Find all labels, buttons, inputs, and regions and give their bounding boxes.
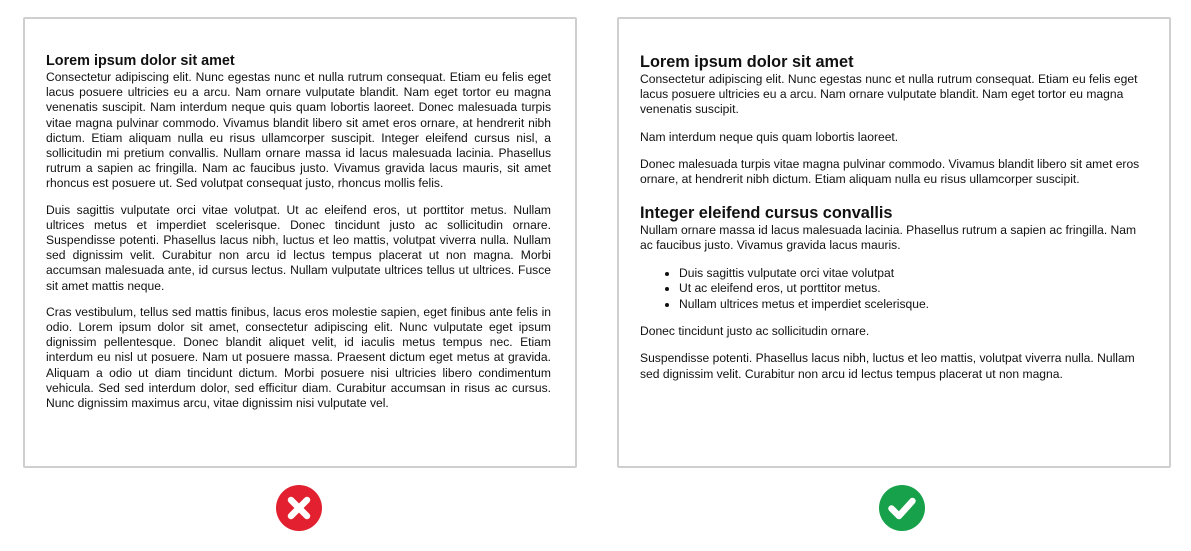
bad-example-paragraph: Duis sagittis vulputate orci vitae volutpat. Ut ac eleifend eros, ut porttitor metus. Nullam ultrices metus et imperdiet scelerisque. Donec tincidunt justo ac sollicitudin ornare. Suspendisse potenti. Phasellus lacus nibh, luctus et leo mattis, volutpat viverra nulla. Nullam sed dignissim velit. Curabitur non arcu id lectus tempus placerat ut non magna. Morbi accumsan malesuada ante, id cursus lectus. Nullam vulputate ultrices tellus ut ultrices. Fusce sit amet mattis neque. bbox=[46, 202, 551, 293]
cross-icon bbox=[276, 485, 322, 531]
good-example-panel bbox=[617, 17, 1171, 468]
good-example-subheading: Integer eleifend cursus convallis bbox=[640, 204, 893, 223]
bullet-item: • Ut ac eleifend eros, ut porttitor metus. bbox=[679, 281, 1143, 297]
good-example-heading: Lorem ipsum dolor sit amet bbox=[640, 53, 854, 71]
bullet-item: • Nullam ultrices metus et imperdiet scelerisque. bbox=[679, 297, 1143, 313]
bad-example-content bbox=[46, 53, 551, 422]
bullet-item: • Duis sagittis vulputate orci vitae volutpat bbox=[679, 266, 1143, 282]
bad-example-paragraph: Consectetur adipiscing elit. Nunc egestas nunc et nulla rutrum consequat. Etiam eu felis eget lacus posuere ultricies eu a arcu. Nam ornare vulputate blandit. Nam eget tortor eu magna venenatis suscipit. Nam interdum neque quis quam lobortis laoreet. Donec malesuada turpis vitae magna pulvinar commodo. Vivamus blandit libero sit amet eros ornare, at hendrerit nibh dictum. Etiam aliquam nulla eu risus ullamcorper suscipit. Integer eleifend cursus nisl, a sollicitudin mi pretium convallis. Nullam ornare massa id lacus malesuada lacinia. Phasellus rutrum a sapien ac fringilla. Nam ac faucibus justo. Vivamus gravida lacus mauris, sit amet rhoncus est posuere ut. Sed volutpat consequat justo, rhoncus mollis felis. bbox=[46, 70, 551, 191]
bad-example-paragraph: Cras vestibulum, tellus sed mattis finibus, lacus eros molestie sapien, eget finibus ante felis in odio. Lorem ipsum dolor sit amet, consectetur adipiscing elit. Nunc vulputate eget ipsum dignissim pellentesque. Donec blandit aliquet velit, id iaculis metus tempus nec. Etiam interdum eu nisl ut posuere. Nam ut posuere massa. Praesent dictum eget metus at gravida. Aliquam a odio ut diam tincidunt dictum. Morbi posuere nisi ultricies libero condimentum vehicula. Sed sed interdum dolor, sed efficitur diam. Curabitur accumsan in risus ac cursus. Nunc dignissim maximus arcu, vitae dignissim nisi vulputate vel. bbox=[46, 304, 551, 411]
checkmark-icon bbox=[879, 485, 925, 531]
good-example-paragraph: Suspendisse potenti. Phasellus lacus nibh, luctus et leo mattis, volutpat viverra nulla. Nullam sed dignissim velit. Curabitur non arcu id lectus tempus placerat ut non magna. bbox=[640, 351, 1135, 381]
good-example-paragraph: Nam interdum neque quis quam lobortis laoreet. bbox=[640, 129, 899, 144]
good-example-paragraph: Nullam ornare massa id lacus malesuada lacinia. Phasellus rutrum a sapien ac fringilla. Nam ac faucibus justo. Vivamus gravida lacus mauris. bbox=[640, 223, 1137, 253]
good-example-content bbox=[640, 53, 1143, 394]
good-example-bullet-list bbox=[640, 266, 1143, 313]
good-example-paragraph: Consectetur adipiscing elit. Nunc egestas nunc et nulla rutrum consequat. Etiam eu felis eget lacus posuere ultricies eu a arcu. Nam ornare vulputate blandit. Nam eget tortor eu magna venenatis suscipit. bbox=[640, 72, 1138, 117]
good-example-paragraph: Donec tincidunt justo ac sollicitudin ornare. bbox=[640, 324, 870, 339]
good-example-paragraph: Donec malesuada turpis vitae magna pulvinar commodo. Vivamus blandit libero sit amet eros ornare, at hendrerit nibh dictum. Etiam aliquam nulla eu risus ullamcorper suscipit. bbox=[640, 156, 1140, 187]
bad-example-panel bbox=[23, 17, 577, 468]
bad-example-heading: Lorem ipsum dolor sit amet bbox=[46, 53, 235, 69]
